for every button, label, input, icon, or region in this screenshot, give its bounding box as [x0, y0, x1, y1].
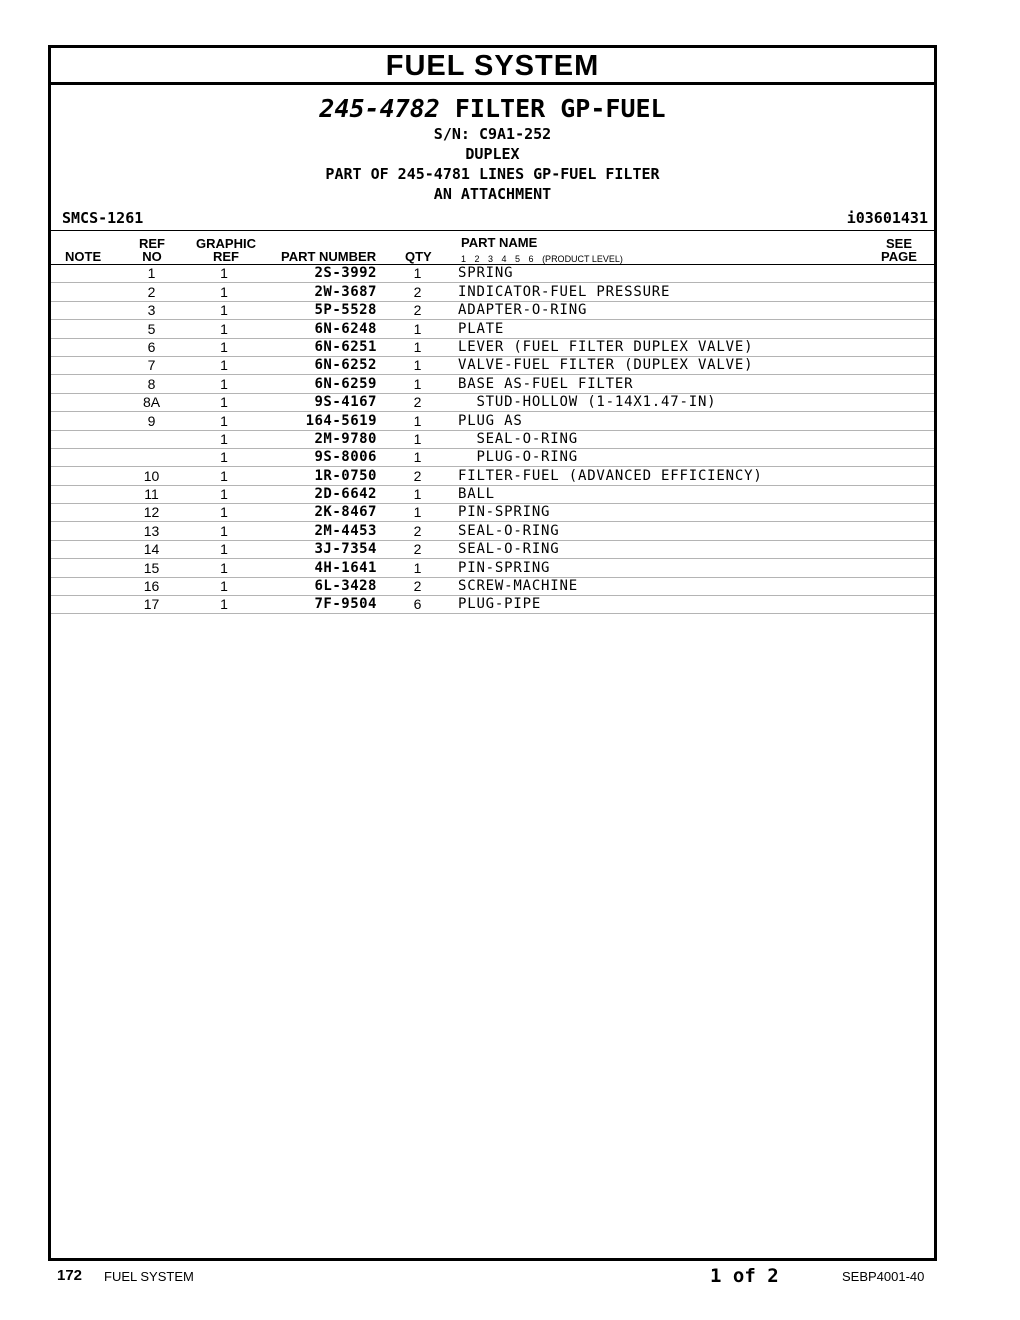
smcs-code: SMCS-1261 [62, 209, 144, 227]
note-cell [51, 522, 119, 540]
part-number-cell: 9S-8006 [264, 448, 377, 466]
graphic-ref-cell: 1 [184, 375, 264, 393]
graphic-ref-cell: 1 [184, 265, 264, 283]
note-cell [51, 338, 119, 356]
ref-no-cell: 10 [119, 467, 184, 485]
note-cell [51, 448, 119, 466]
table-row [51, 540, 934, 558]
part-name-cell: FILTER-FUEL (ADVANCED EFFICIENCY) [458, 467, 934, 485]
note-cell [51, 577, 119, 595]
note-cell [51, 283, 119, 301]
qty-cell: 1 [377, 430, 458, 448]
part-name-cell: PLUG-PIPE [458, 596, 934, 614]
qty-cell: 1 [377, 412, 458, 430]
ref-no-cell: 3 [119, 301, 184, 319]
graphic-ref-cell: 1 [184, 320, 264, 338]
product-level-label: (PRODUCT LEVEL) [542, 254, 623, 264]
part-name-cell: SCREW-MACHINE [458, 577, 934, 595]
qty-cell: 2 [377, 283, 458, 301]
table-row [51, 577, 934, 595]
part-name-cell: SEAL-O-RING [458, 522, 934, 540]
qty-cell: 2 [377, 393, 458, 411]
part-name-cell: PIN-SPRING [458, 504, 934, 522]
graphic-ref-cell: 1 [184, 522, 264, 540]
part-number-cell: 6N-6248 [264, 320, 377, 338]
ref-no-cell: 11 [119, 485, 184, 503]
graphic-ref-cell: 1 [184, 356, 264, 374]
parts-page-frame [48, 45, 937, 1261]
part-number-cell: 1R-0750 [264, 467, 377, 485]
part-number-cell: 2M-4453 [264, 522, 377, 540]
table-row [51, 485, 934, 503]
part-number-cell: 2D-6642 [264, 485, 377, 503]
table-row [51, 338, 934, 356]
col-see-top: SEE [885, 236, 912, 251]
table-row [51, 375, 934, 393]
note-cell [51, 301, 119, 319]
part-name-cell: INDICATOR-FUEL PRESSURE [458, 283, 934, 301]
ref-no-cell: 17 [119, 596, 184, 614]
graphic-ref-cell: 1 [184, 412, 264, 430]
ref-no-cell: 7 [119, 356, 184, 374]
table-row [51, 283, 934, 301]
parts-table [51, 265, 934, 614]
note-cell [51, 430, 119, 448]
qty-cell: 2 [377, 540, 458, 558]
qty-cell: 1 [377, 448, 458, 466]
table-row [51, 596, 934, 614]
part-number-cell: 2W-3687 [264, 283, 377, 301]
ref-no-cell: 15 [119, 559, 184, 577]
ref-no-cell: 2 [119, 283, 184, 301]
group-header [51, 94, 934, 204]
table-row [51, 301, 934, 319]
note-cell [51, 320, 119, 338]
footer-doc-id: SEBP4001-40 [842, 1269, 925, 1284]
note-cell [51, 467, 119, 485]
col-part-name: PART NAME [461, 235, 538, 250]
part-number-cell: 6N-6259 [264, 375, 377, 393]
product-levels [461, 254, 623, 264]
graphic-ref-cell: 1 [184, 596, 264, 614]
table-row [51, 559, 934, 577]
part-name-cell: PIN-SPRING [458, 559, 934, 577]
col-ref-bottom: NO [142, 249, 162, 264]
ref-no-cell [119, 448, 184, 466]
qty-cell: 1 [377, 375, 458, 393]
qty-cell: 1 [377, 504, 458, 522]
group-title [51, 94, 934, 124]
part-name-cell: PLUG AS [458, 412, 934, 430]
part-name-cell: BASE AS-FUEL FILTER [458, 375, 934, 393]
footer-page-of: 1 of 2 [710, 1265, 779, 1287]
ref-no-cell: 6 [119, 338, 184, 356]
illustration-id: i03601431 [846, 209, 928, 227]
graphic-ref-cell: 1 [184, 430, 264, 448]
qty-cell: 1 [377, 338, 458, 356]
note-cell [51, 412, 119, 430]
group-name: FILTER GP-FUEL [454, 94, 666, 123]
qty-cell: 2 [377, 467, 458, 485]
qty-cell: 6 [377, 596, 458, 614]
table-row [51, 320, 934, 338]
qty-cell: 1 [377, 356, 458, 374]
note-cell [51, 375, 119, 393]
table-row [51, 448, 934, 466]
group-number: 245-4782 [319, 94, 440, 123]
ref-no-cell: 14 [119, 540, 184, 558]
part-number-cell: 7F-9504 [264, 596, 377, 614]
part-number-cell: 5P-5528 [264, 301, 377, 319]
part-name-cell: PLUG-O-RING [458, 448, 934, 466]
col-graphic-bottom: REF [213, 249, 239, 264]
part-number-cell: 2K-8467 [264, 504, 377, 522]
section-title: FUEL SYSTEM [51, 48, 934, 85]
part-name-cell: PLATE [458, 320, 934, 338]
graphic-ref-cell: 1 [184, 485, 264, 503]
col-see-page [877, 237, 921, 263]
part-number-cell: 3J-7354 [264, 540, 377, 558]
part-number-cell: 9S-4167 [264, 393, 377, 411]
note-cell [51, 596, 119, 614]
note-cell [51, 485, 119, 503]
ref-no-cell: 16 [119, 577, 184, 595]
qty-cell: 1 [377, 559, 458, 577]
table-row [51, 522, 934, 540]
note-cell [51, 504, 119, 522]
ref-no-cell: 1 [119, 265, 184, 283]
table-row [51, 504, 934, 522]
part-name-cell: LEVER (FUEL FILTER DUPLEX VALVE) [458, 338, 934, 356]
part-name-cell: BALL [458, 485, 934, 503]
ref-no-cell: 12 [119, 504, 184, 522]
col-graphic-top: GRAPHIC [196, 236, 256, 251]
col-graphic-ref [191, 237, 261, 263]
table-row [51, 265, 934, 283]
col-see-bottom: PAGE [881, 249, 917, 264]
ref-no-cell: 8 [119, 375, 184, 393]
note-cell [51, 265, 119, 283]
part-name-cell: VALVE-FUEL FILTER (DUPLEX VALVE) [458, 356, 934, 374]
col-ref-no [137, 237, 167, 263]
ref-no-cell: 13 [119, 522, 184, 540]
graphic-ref-cell: 1 [184, 504, 264, 522]
table-row [51, 356, 934, 374]
group-line-3: AN ATTACHMENT [433, 185, 552, 203]
part-name-cell: STUD-HOLLOW (1-14X1.47-IN) [458, 393, 934, 411]
part-name-cell: ADAPTER-O-RING [458, 301, 934, 319]
part-name-cell: SPRING [458, 265, 934, 283]
part-name-cell: SEAL-O-RING [458, 540, 934, 558]
part-number-cell: 2S-3992 [264, 265, 377, 283]
part-number-cell: 6L-3428 [264, 577, 377, 595]
table-row [51, 412, 934, 430]
col-qty: QTY [405, 249, 432, 264]
graphic-ref-cell: 1 [184, 301, 264, 319]
level-numbers: 1 2 3 4 5 6 [461, 254, 534, 264]
ref-no-cell: 9 [119, 412, 184, 430]
part-number-cell: 6N-6251 [264, 338, 377, 356]
note-cell [51, 559, 119, 577]
group-line-1: DUPLEX [465, 145, 520, 163]
header-top-rule [51, 230, 934, 231]
table-row [51, 430, 934, 448]
graphic-ref-cell: 1 [184, 559, 264, 577]
graphic-ref-cell: 1 [184, 540, 264, 558]
serial-number: S/N: C9A1-252 [433, 125, 552, 143]
footer-page-number: 172 [57, 1267, 83, 1284]
qty-cell: 1 [377, 485, 458, 503]
ref-no-cell [119, 430, 184, 448]
qty-cell: 2 [377, 522, 458, 540]
part-number-cell: 4H-1641 [264, 559, 377, 577]
qty-cell: 1 [377, 265, 458, 283]
col-note: NOTE [65, 249, 102, 264]
note-cell [51, 356, 119, 374]
note-cell [51, 393, 119, 411]
group-line-2: PART OF 245-4781 LINES GP-FUEL FILTER [325, 165, 660, 183]
table-row [51, 393, 934, 411]
graphic-ref-cell: 1 [184, 448, 264, 466]
note-cell [51, 540, 119, 558]
ref-no-cell: 8A [119, 393, 184, 411]
part-number-cell: 164-5619 [264, 412, 377, 430]
table-row [51, 467, 934, 485]
footer-section: FUEL SYSTEM [104, 1269, 194, 1284]
graphic-ref-cell: 1 [184, 467, 264, 485]
graphic-ref-cell: 1 [184, 338, 264, 356]
graphic-ref-cell: 1 [184, 577, 264, 595]
qty-cell: 2 [377, 301, 458, 319]
col-ref-top: REF [139, 236, 165, 251]
qty-cell: 2 [377, 577, 458, 595]
part-number-cell: 6N-6252 [264, 356, 377, 374]
ref-no-cell: 5 [119, 320, 184, 338]
graphic-ref-cell: 1 [184, 393, 264, 411]
parts-table-body [51, 265, 934, 614]
part-name-cell: SEAL-O-RING [458, 430, 934, 448]
graphic-ref-cell: 1 [184, 283, 264, 301]
col-part-number: PART NUMBER [281, 249, 377, 264]
part-number-cell: 2M-9780 [264, 430, 377, 448]
qty-cell: 1 [377, 320, 458, 338]
